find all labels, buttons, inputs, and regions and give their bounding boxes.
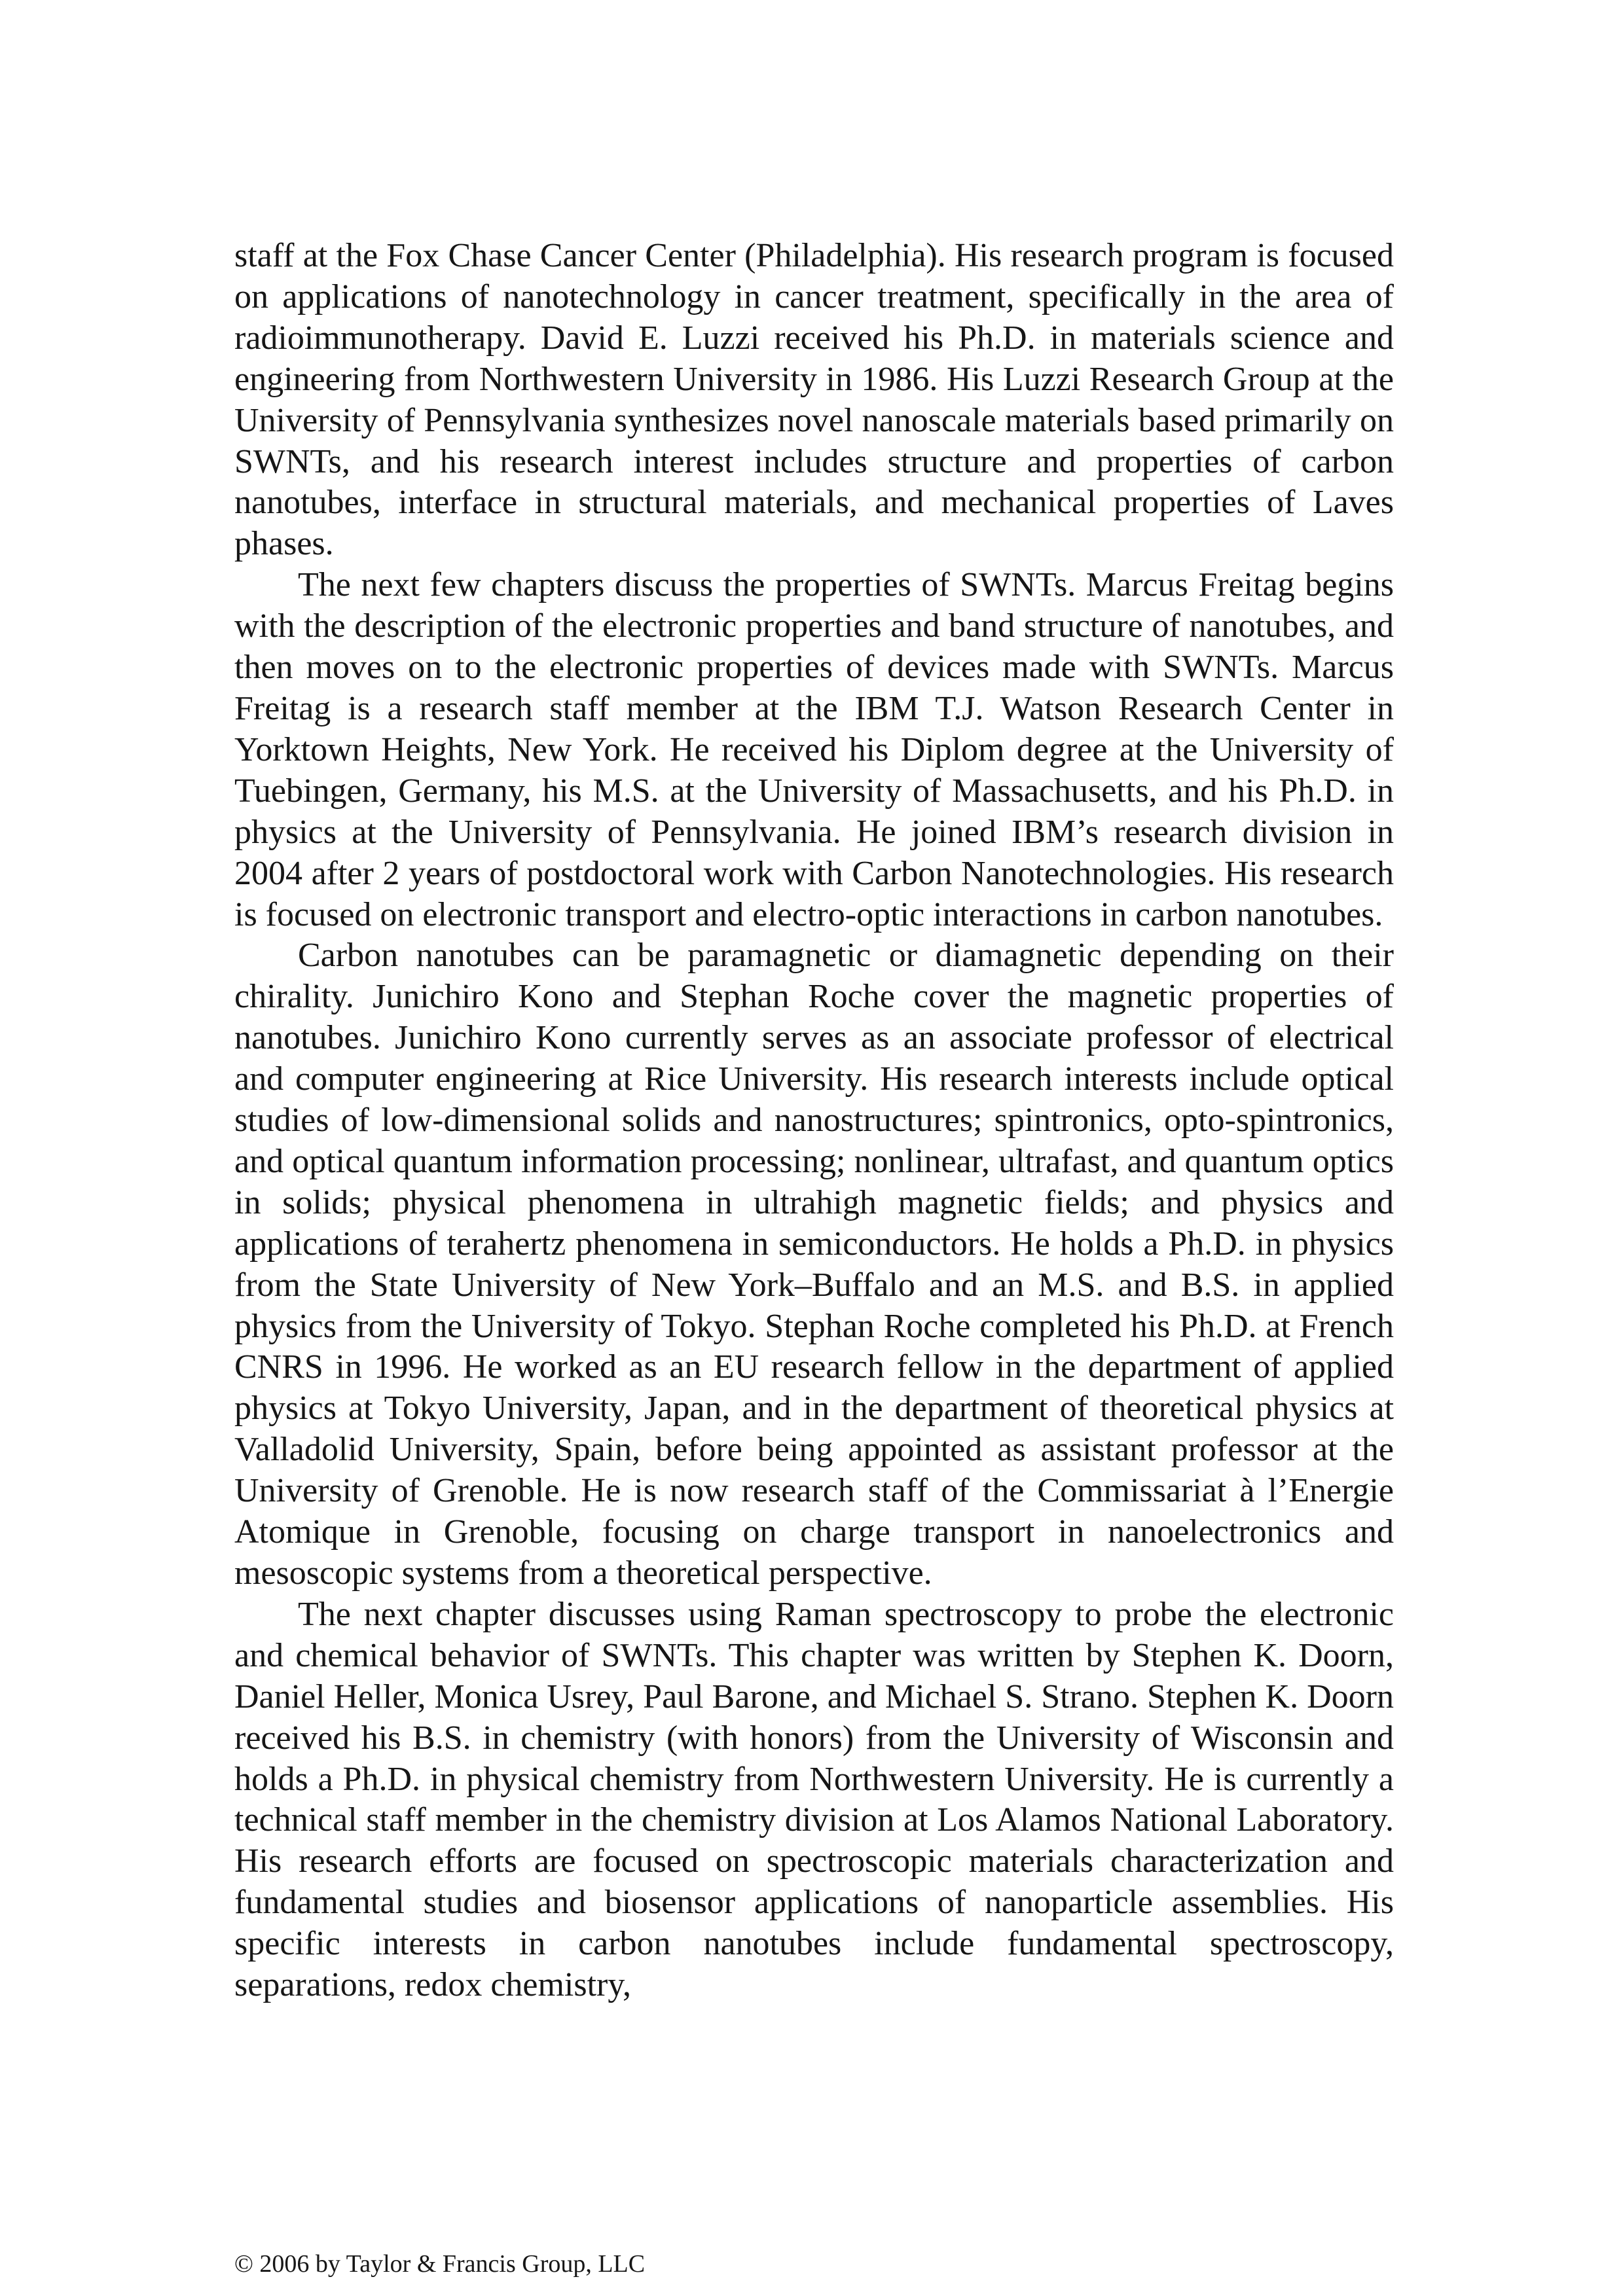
paragraph-1: staff at the Fox Chase Cancer Center (Philadelphia). His research program is focused on applications of nanotechnology in cancer treatment, specifically in the area of radioimmunotherapy. David E. Luzzi received his Ph.D. in materials science and engineering from Northwestern University in 1986. His Luzzi Research Group at the University of Pennsylvania synthesizes novel nanoscale materials based primarily on SWNTs, and his research interest includes structure and properties of carbon nanotubes, interface in structural materials, and mechanical properties of Laves phases. <box>234 237 1394 563</box>
paragraph-3: Carbon nanotubes can be paramagnetic or diamagnetic depending on their chirality. Junichiro Kono and Stephan Roche cover the magnetic properties of nanotubes. Junichiro Kono currently serves as an associate professor of electrical and computer engineering at Rice University. His research interests include optical studies of low-dimensional solids and nanostructures; spintronics, opto-spintronics, and optical quantum information processing; nonlinear, ultrafast, and quantum optics in solids; physical phenomena in ultrahigh magnetic fields; and physics and applications of terahertz phenomena in semiconductors. He holds a Ph.D. in physics from the State University of New York–Buffalo and an M.S. and B.S. in applied physics from the University of Tokyo. Stephan Roche completed his Ph.D. at French CNRS in 1996. He worked as an EU research fellow in the department of applied physics at Tokyo University, Japan, and in the department of theoretical physics at Valladolid University, Spain, before being appointed as assistant professor at the University of Grenoble. He is now research staff of the Commissariat à l’Energie Atomique in Grenoble, focusing on charge transport in nanoelectronics and mesoscopic systems from a theoretical perspective. <box>234 937 1394 1592</box>
body-text <box>234 236 1394 2006</box>
paragraph-2: The next few chapters discuss the properties of SWNTs. Marcus Freitag begins with the description of the electronic properties and band structure of nanotubes, and then moves on to the electronic properties of devices made with SWNTs. Marcus Freitag is a research staff member at the IBM T.J. Watson Research Center in Yorktown Heights, New York. He received his Diplom degree at the University of Tuebingen, Germany, his M.S. at the University of Massachusetts, and his Ph.D. in physics at the University of Pennsylvania. He joined IBM’s research division in 2004 after 2 years of postdoctoral work with Carbon Nanotechnologies. His research is focused on electronic transport and electro-optic interactions in carbon nanotubes. <box>234 566 1394 933</box>
copyright-footer: © 2006 by Taylor & Francis Group, LLC <box>234 2250 646 2278</box>
paragraph-4: The next chapter discusses using Raman spectroscopy to probe the electronic and chemical behavior of SWNTs. This chapter was written by Stephen K. Doorn, Daniel Heller, Monica Usrey, Paul Barone, and Michael S. Strano. Stephen K. Doorn received his B.S. in chemistry (with honors) from the University of Wisconsin and holds a Ph.D. in physical chemistry from Northwestern University. He is currently a technical staff member in the chemistry division at Los Alamos National Laboratory. His research efforts are focused on spectroscopic materials characterization and fundamental studies and biosensor applications of nanoparticle assemblies. His specific interests in carbon nanotubes include fundamental spectroscopy, separations, redox chemistry, <box>234 1595 1394 2004</box>
